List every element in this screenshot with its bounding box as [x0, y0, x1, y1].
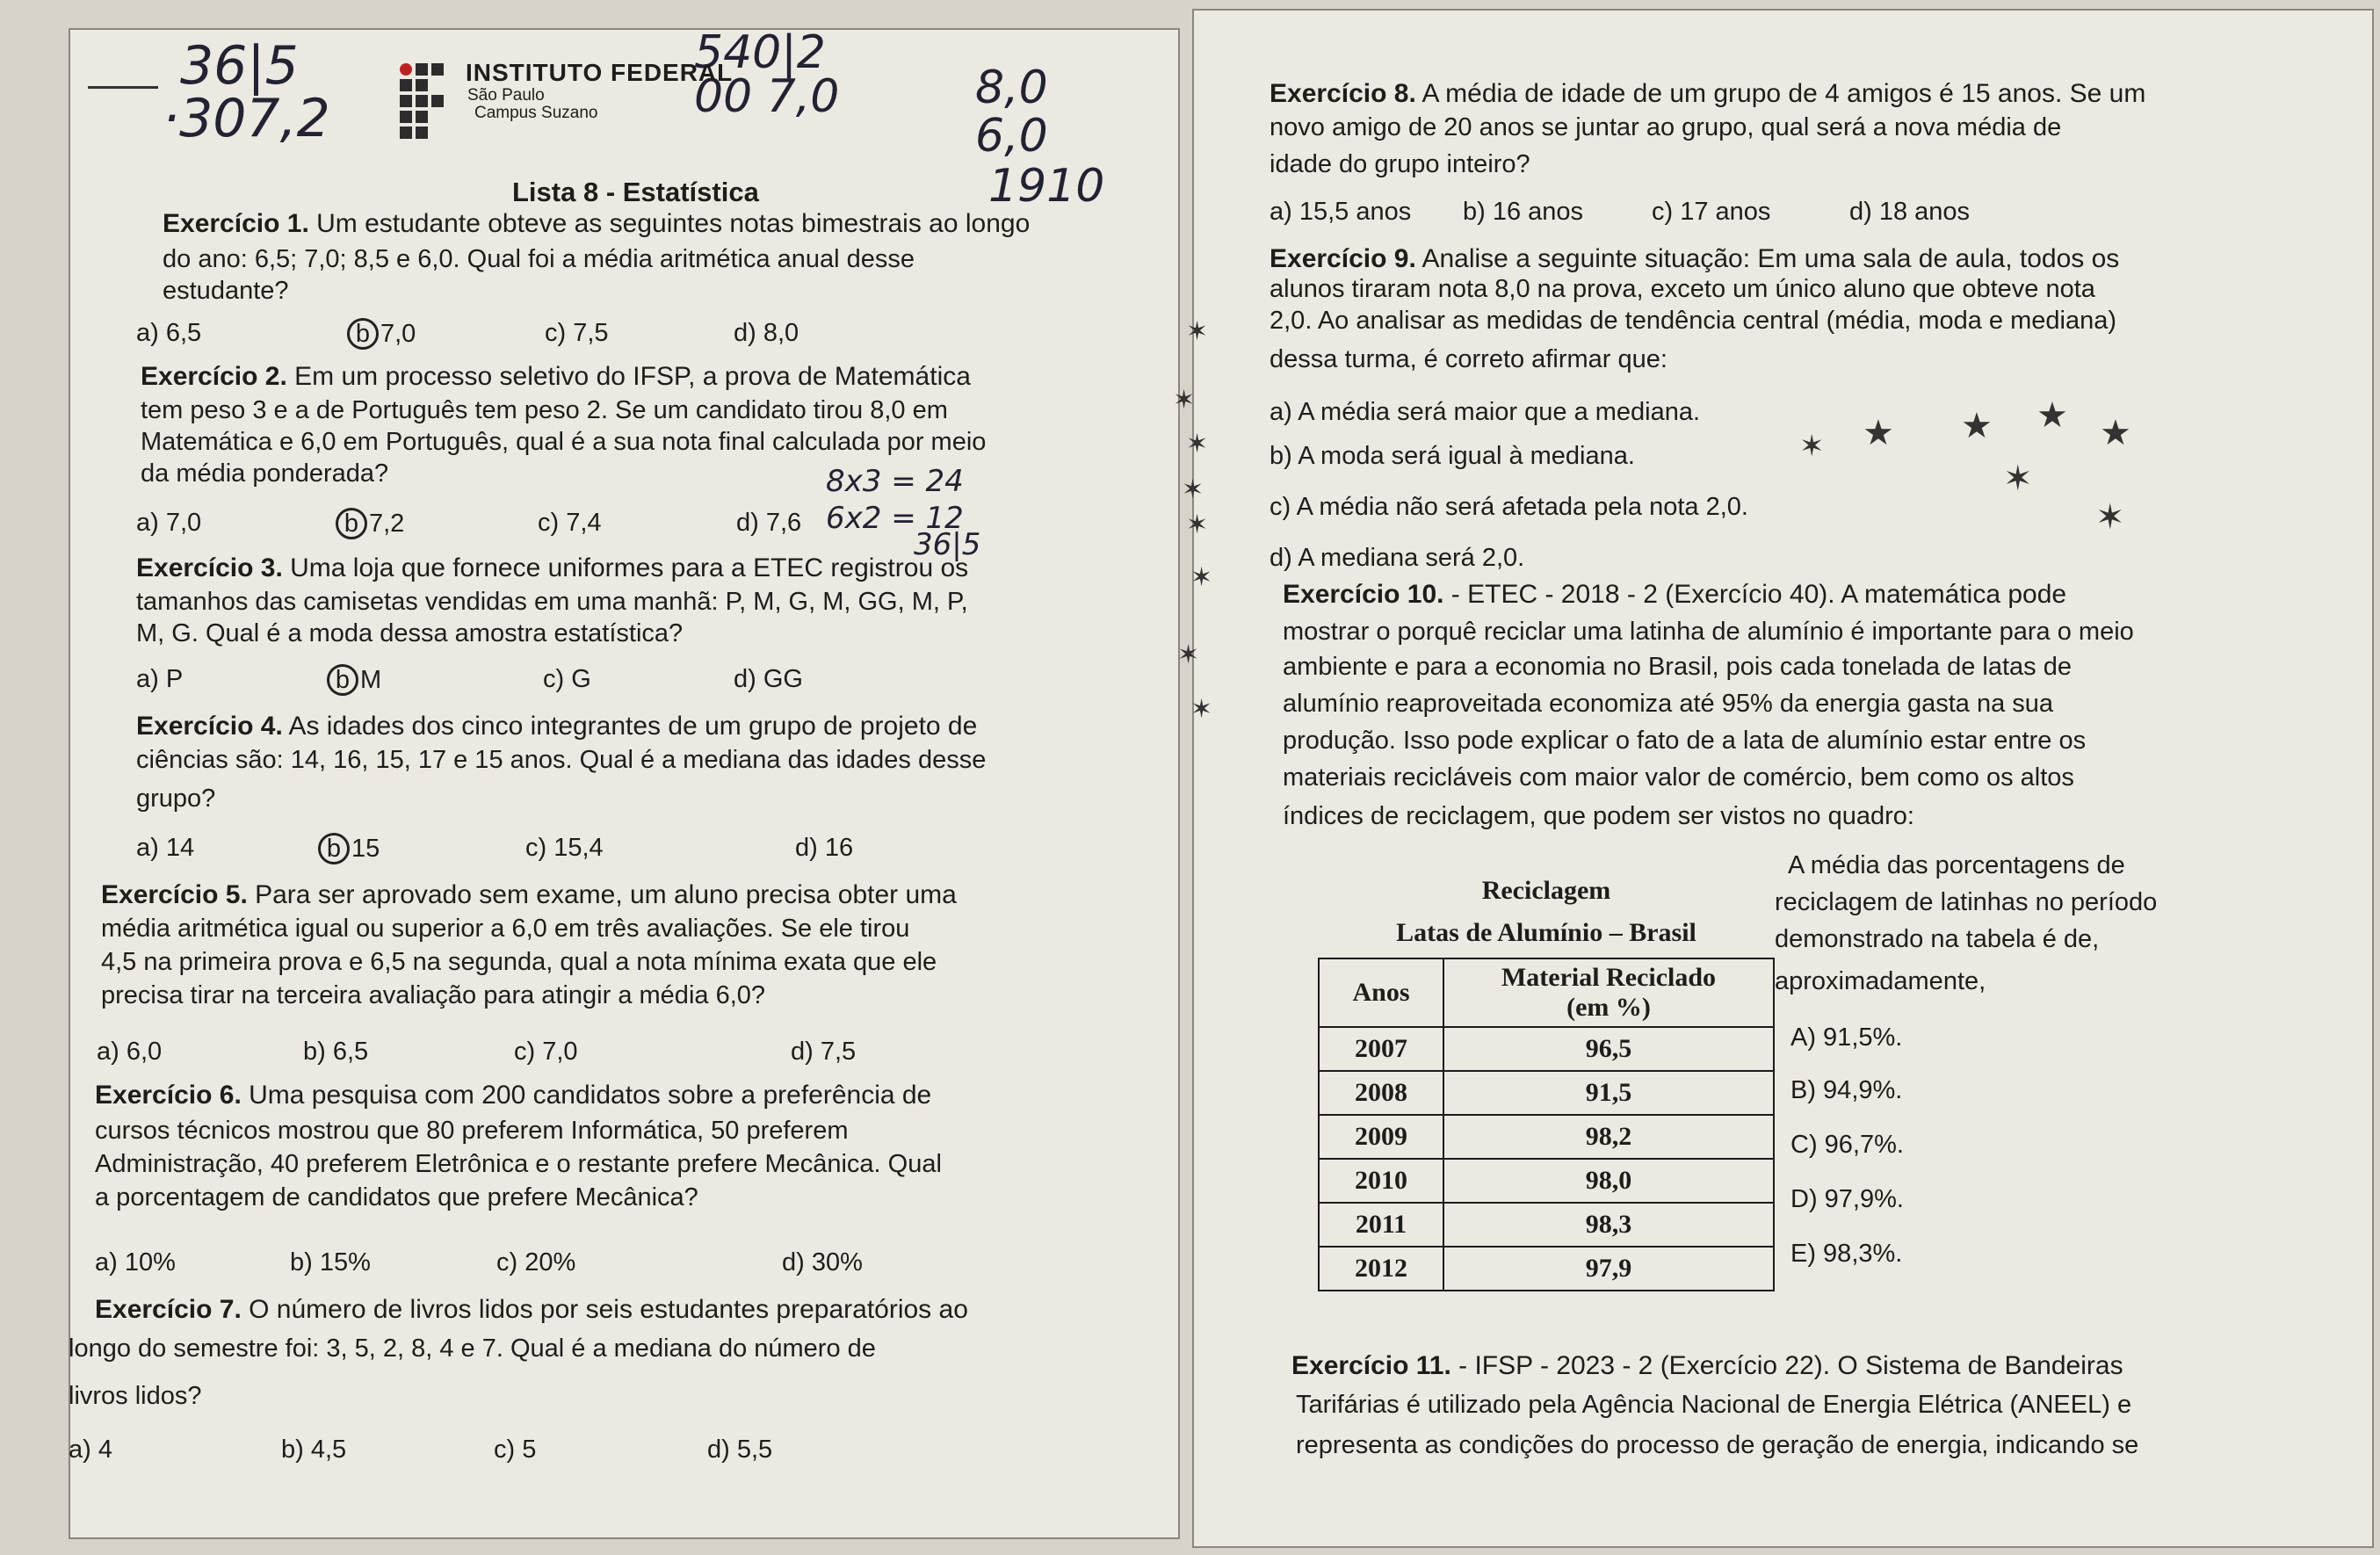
ex10-option-b: B) 94,9%.: [1790, 1076, 1903, 1104]
ex10-option-c: C) 96,7%.: [1790, 1131, 1904, 1159]
drawn-star: ★: [1863, 414, 1894, 452]
ex9-line3: 2,0. Ao analisar as medidas de tendência central (média, moda e mediana): [1270, 307, 2117, 335]
ex1-option-a: a) 6,5: [136, 319, 202, 347]
table-header-years: Anos: [1319, 958, 1443, 1027]
drawn-star: ✶: [2003, 459, 2033, 498]
list-title: Lista 8 - Estatística: [512, 177, 759, 207]
ex10-option-d: D) 97,9%.: [1790, 1185, 1904, 1213]
ex3-line3: M, G. Qual é a moda dessa amostra estatística?: [136, 619, 684, 647]
table-row: [1319, 1027, 1774, 1071]
ex11-line1: Exercício 11. - IFSP - 2023 - 2 (Exercício 22). O Sistema de Bandeiras: [1291, 1351, 2123, 1380]
ex4-line3: grupo?: [136, 785, 216, 813]
ex2-option-d: d) 7,6: [736, 509, 802, 537]
ex4-line2: ciências são: 14, 16, 15, 17 e 15 anos. Qual é a mediana das idades desse: [136, 746, 987, 774]
ex7-option-c: c) 5: [494, 1436, 537, 1464]
ex2-line2: tem peso 3 e a de Português tem peso 2. Se um candidato tirou 8,0 em: [141, 396, 948, 424]
ex2-line1: Exercício 2. Em um processo seletivo do IFSP, a prova de Matemática: [141, 362, 971, 391]
ex10-option-a: A) 91,5%.: [1790, 1023, 1903, 1052]
ex5-line2: média aritmética igual ou superior a 6,0 em três avaliações. Se ele tirou: [101, 915, 910, 943]
table-value: 96,5: [1443, 1027, 1774, 1071]
ex6-option-c: c) 20%: [496, 1248, 576, 1277]
table-title1: Reciclagem: [1481, 876, 1611, 905]
ex5-option-c: c) 7,0: [514, 1038, 578, 1066]
handwriting-ex2-note1: 8x3 = 24: [826, 464, 964, 499]
drawn-star: ✶: [1799, 430, 1825, 463]
ex10-line2: mostrar o porquê reciclar uma latinha de alumínio é importante para o meio: [1283, 618, 2134, 646]
ex3-line1: Exercício 3. Uma loja que fornece uniformes para a ETEC registrou os: [136, 553, 969, 582]
ex8-option-c: c) 17 anos: [1652, 198, 1771, 226]
handwriting-top-mid-2: 00 7,0: [694, 70, 840, 123]
ex10-side3: demonstrado na tabela é de,: [1775, 925, 2100, 953]
ex2-option-c: c) 7,4: [538, 509, 602, 537]
ex4-option-b: b 15: [318, 833, 380, 864]
ex5-option-b: b) 6,5: [303, 1038, 369, 1066]
table-year: 2011: [1319, 1203, 1443, 1247]
institute-state: São Paulo: [467, 86, 545, 105]
ex4-option-d: d) 16: [795, 834, 854, 862]
table-year: 2009: [1319, 1115, 1443, 1159]
ex3-option-d: d) GG: [734, 665, 803, 693]
handwriting-top-mid-1: 540|2: [694, 26, 826, 79]
handwriting-top-mid-3: 8,0: [975, 61, 1048, 114]
handwriting-ex2-note3: 36|5: [914, 527, 981, 562]
ex8-line1: Exercício 8. A média de idade de um grupo de 4 amigos é 15 anos. Se um: [1270, 79, 2146, 108]
table-header-material: Material Reciclado (em %): [1443, 958, 1774, 1027]
ex11-line3: representa as condições do processo de geração de energia, indicando se: [1296, 1431, 2139, 1459]
ex7-line1: Exercício 7. O número de livros lidos por seis estudantes preparatórios ao: [95, 1295, 968, 1324]
ex8-option-d: d) 18 anos: [1849, 198, 1971, 226]
drawn-star: ★: [1961, 407, 1993, 445]
margin-mark: ✶: [1190, 695, 1213, 724]
margin-mark: ✶: [1190, 563, 1213, 592]
ex6-line1: Exercício 6. Uma pesquisa com 200 candidatos sobre a preferência de: [95, 1081, 932, 1110]
ex6-line3: Administração, 40 preferem Eletrônica e o restante prefere Mecânica. Qual: [95, 1150, 942, 1178]
margin-mark: ✶: [1186, 430, 1209, 459]
table-row: [1319, 1203, 1774, 1247]
ex9-line1: Exercício 9. Analise a seguinte situação: Em uma sala de aula, todos os: [1270, 244, 2120, 273]
table-year: 2008: [1319, 1071, 1443, 1115]
drawn-star: ✶: [2095, 498, 2125, 537]
ex6-option-d: d) 30%: [782, 1248, 863, 1277]
ex8-line2: novo amigo de 20 anos se juntar ao grupo, qual será a nova média de: [1270, 113, 2062, 141]
ex2-answer-circle: b: [336, 508, 367, 539]
table-value: 91,5: [1443, 1071, 1774, 1115]
institute-name: INSTITUTO FEDERAL: [466, 59, 734, 86]
ex1-option-c: c) 7,5: [545, 319, 609, 347]
ex9-line4: dessa turma, é correto afirmar que:: [1270, 345, 1667, 373]
ex9-option-d: d) A mediana será 2,0.: [1270, 544, 1525, 572]
table-row: [1319, 1159, 1774, 1203]
handwriting-top-left-1: 36|5: [180, 35, 299, 97]
margin-mark: ✶: [1182, 475, 1204, 504]
ex3-option-b: b M: [327, 664, 381, 696]
ex10-side4: aproximadamente,: [1775, 967, 1986, 995]
ex2-line3: Matemática e 6,0 em Português, qual é a sua nota final calculada por meio: [141, 428, 987, 456]
ex10-line3: ambiente e para a economia no Brasil, pois cada tonelada de latas de: [1283, 653, 2072, 681]
ex7-line2: longo do semestre foi: 3, 5, 2, 8, 4 e 7. Qual é a mediana do número de: [69, 1334, 876, 1363]
ex6-line2: cursos técnicos mostrou que 80 preferem Informática, 50 preferem: [95, 1117, 849, 1145]
ex9-option-b: b) A moda será igual à mediana.: [1270, 442, 1635, 470]
handwriting-top-mid-4: 6,0: [975, 110, 1048, 163]
ex2-option-a: a) 7,0: [136, 509, 202, 537]
ex10-line5: produção. Isso pode explicar o fato de a lata de alumínio estar entre os: [1283, 727, 2087, 755]
ex4-line1: Exercício 4. As idades dos cinco integrantes de um grupo de projeto de: [136, 712, 978, 741]
ex6-option-a: a) 10%: [95, 1248, 176, 1277]
margin-mark: ✶: [1173, 386, 1196, 415]
table-value: 97,9: [1443, 1247, 1774, 1291]
table-value: 98,3: [1443, 1203, 1774, 1247]
ex5-line1: Exercício 5. Para ser aprovado sem exame, um aluno precisa obter uma: [101, 880, 957, 909]
ex3-option-a: a) P: [136, 665, 184, 693]
ex5-line3: 4,5 na primeira prova e 6,5 na segunda, qual a nota mínima exata que ele: [101, 948, 937, 976]
ex4-option-c: c) 15,4: [525, 834, 604, 862]
margin-mark: ✶: [1186, 317, 1209, 346]
ex8-option-b: b) 16 anos: [1463, 198, 1584, 226]
ex3-line2: tamanhos das camisetas vendidas em uma manhã: P, M, G, M, GG, M, P,: [136, 588, 968, 616]
table-row: [1319, 1115, 1774, 1159]
table-year: 2012: [1319, 1247, 1443, 1291]
table-year: 2007: [1319, 1027, 1443, 1071]
handwriting-top-mid-5: 1910: [988, 160, 1105, 213]
table-row: [1319, 1071, 1774, 1115]
table-row: [1319, 1247, 1774, 1291]
ex6-option-b: b) 15%: [290, 1248, 371, 1277]
ex9-line2: alunos tiraram nota 8,0 na prova, exceto um único aluno que obteve nota: [1270, 275, 2095, 303]
handwriting-top-left-2: ·307,2: [163, 88, 330, 149]
ex5-line4: precisa tirar na terceira avaliação para atingir a média 6,0?: [101, 981, 766, 1009]
ex10-option-e: E) 98,3%.: [1790, 1240, 1903, 1268]
drawn-star: ★: [2100, 414, 2131, 452]
drawn-star: ★: [2036, 396, 2068, 435]
institute-logo: [400, 63, 452, 151]
ex5-option-d: d) 7,5: [791, 1038, 857, 1066]
ex10-line6: materiais recicláveis com maior valor de comércio, bem como os altos: [1283, 763, 2074, 792]
handwriting-ex2-note2: 6x2 = 12: [826, 501, 964, 536]
margin-mark: ✶: [1177, 640, 1200, 669]
ex6-line4: a porcentagem de candidatos que prefere Mecânica?: [95, 1183, 698, 1211]
ex7-line3: livros lidos?: [69, 1382, 202, 1410]
ex1-option-b: b 7,0: [347, 318, 416, 350]
ex7-option-a: a) 4: [69, 1436, 112, 1464]
ex2-line4: da média ponderada?: [141, 459, 389, 488]
ex9-option-a: a) A média será maior que a mediana.: [1270, 398, 1701, 426]
ex5-option-a: a) 6,0: [97, 1038, 163, 1066]
ex1-line3: estudante?: [163, 277, 289, 305]
table-value: 98,0: [1443, 1159, 1774, 1203]
table-value: 98,2: [1443, 1115, 1774, 1159]
ex9-option-c: c) A média não será afetada pela nota 2,0.: [1270, 493, 1748, 521]
margin-mark: ✶: [1186, 510, 1209, 539]
ex7-option-b: b) 4,5: [281, 1436, 347, 1464]
institute-campus: Campus Suzano: [474, 104, 598, 122]
ex10-line1: Exercício 10. - ETEC - 2018 - 2 (Exercício 40). A matemática pode: [1283, 580, 2067, 609]
ex1-answer-circle: b: [347, 318, 379, 350]
ex10-line7: índices de reciclagem, que podem ser vistos no quadro:: [1283, 802, 1914, 830]
ex4-option-a: a) 14: [136, 834, 195, 862]
ex11-line2: Tarifárias é utilizado pela Agência Nacional de Energia Elétrica (ANEEL) e: [1296, 1391, 2132, 1419]
ex7-option-d: d) 5,5: [707, 1436, 773, 1464]
recycling-table: [1318, 870, 1775, 1291]
ex10-side2: reciclagem de latinhas no período: [1775, 888, 2158, 916]
table-year: 2010: [1319, 1159, 1443, 1203]
ex10-line4: alumínio reaproveitada economiza até 95% da energia gasta na sua: [1283, 690, 2054, 718]
pen-stroke: [88, 86, 158, 89]
ex1-option-d: d) 8,0: [734, 319, 799, 347]
ex2-option-b: b 7,2: [336, 508, 404, 539]
ex1-line1: Exercício 1. Um estudante obteve as seguintes notas bimestrais ao longo: [163, 209, 1031, 238]
ex3-answer-circle: b: [327, 664, 358, 696]
ex8-line3: idade do grupo inteiro?: [1270, 150, 1530, 178]
ex1-line2: do ano: 6,5; 7,0; 8,5 e 6,0. Qual foi a média aritmética anual desse: [163, 245, 915, 273]
ex10-side1: A média das porcentagens de: [1788, 851, 2125, 879]
ex4-answer-circle: b: [318, 833, 350, 864]
ex8-option-a: a) 15,5 anos: [1270, 198, 1412, 226]
ex3-option-c: c) G: [543, 665, 591, 693]
table-title2: Latas de Alumínio – Brasil: [1396, 918, 1696, 947]
